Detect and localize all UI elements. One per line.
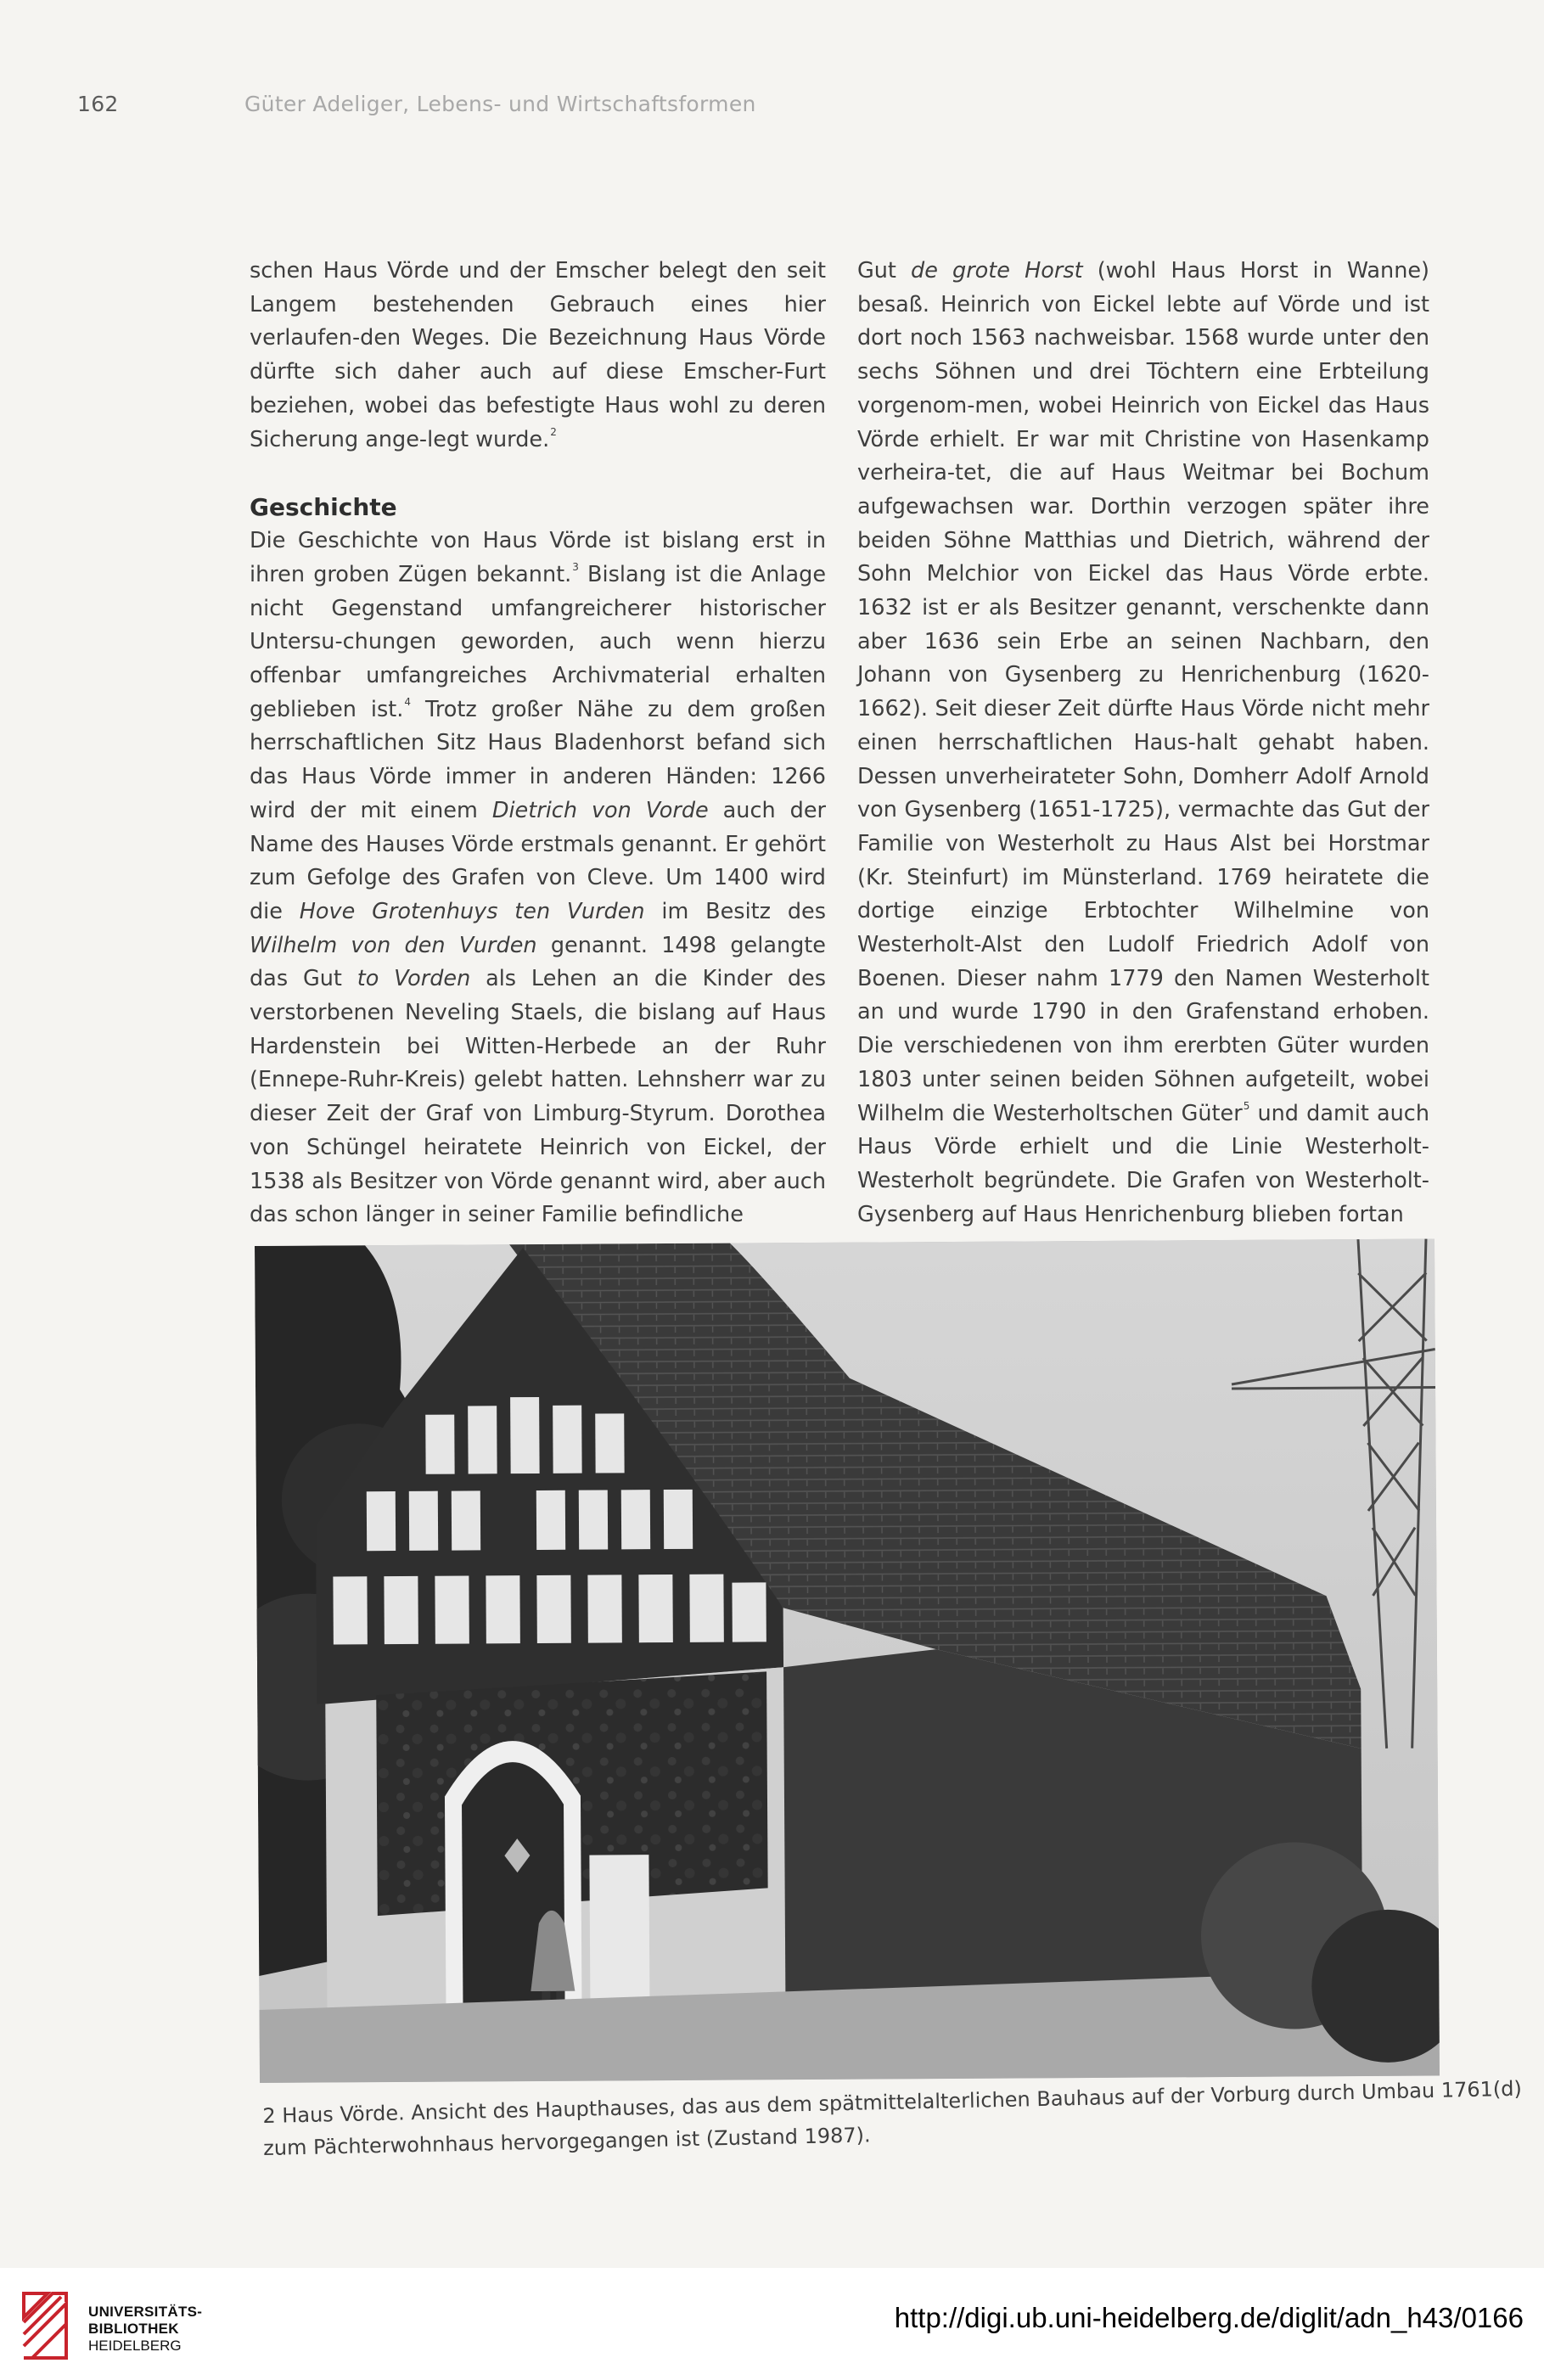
source-url[interactable]: http://digi.ub.uni-heidelberg.de/diglit/adn_h43/0166 (894, 2302, 1524, 2333)
section-heading: Geschichte (250, 493, 397, 522)
university-library-logo (19, 2285, 71, 2363)
footnote-ref[interactable]: 3 (572, 561, 579, 574)
italic-name: de grote Horst (911, 258, 1083, 283)
caption-line: 2 Haus Vörde. Ansicht des Haupthauses, das aus dem spätmittelalterlichen Bauhaus auf der Vorburg durch Umbau 1761(d) (262, 2076, 1523, 2128)
page-number: 162 (77, 92, 119, 116)
italic-name: Wilhelm von den Vurden (250, 932, 537, 958)
italic-name: Hove Grotenhuys ten Vurden (299, 898, 645, 924)
paragraph-intro: schen Haus Vörde und der Emscher belegt den seit Langem bestehenden Gebrauch eines hier verlaufen-den Weges. Die Bezeichnung Haus Vörde dürfte sich daher auch auf diese Emscher-Furt beziehen, wobei das befestigte Haus wohl zu deren Sicherung ange-legt wurde.$^2$ (250, 258, 826, 452)
paragraph-history: Die Geschichte von Haus Vörde ist bislang erst in ihren groben Zügen bekannt.$^3$ Bislang ist die Anlage nicht Gegenstand umfangreicherer historischer Untersu-chungen geworden, auch wenn hierzu offenbar umfangreiches Archivmaterial erhalten geblieben ist.$^4$ Trotz großer Nähe zu dem großen herrschaftlichen Sitz Haus Bladenhorst befand sich das Haus Vörde immer in anderen Händen: 1266 wird der mit einem Dietrich von Vorde auch der Name des Hauses Vörde erstmals genannt. Er gehört zum Gefolge des Grafen von Cleve. Um 1400 wird die Hove Grotenhuys ten Vurden im Besitz des Wilhelm von den Vurden genannt. 1498 gelangte das Gut to Vorden als Lehen an die Kinder des verstorbenen Neveling Staels, die bislang auf Haus Hardenstein bei Witten-Herbede an der Ruhr (Ennepe-Ruhr-Kreis) gelebt hatten. Lehnsherr war zu dieser Zeit der Graf von Limburg-Styrum. Dorothea von Schüngel heiratete Heinrich von Eickel, der 1538 als Besitzer von Vörde genannt wird, aber auch das schon länger in seiner Familie befindliche (250, 528, 827, 1228)
caption-line: zum Pächterwohnhaus hervorgegangen ist (Zustand 1987). (262, 2123, 871, 2160)
house-photograph (255, 1239, 1440, 2083)
figure-caption (262, 2074, 1523, 2164)
italic-name: Dietrich von Vorde (491, 797, 709, 823)
library-name: UNIVERSITÄTS- BIBLIOTHEK HEIDELBERG (88, 2304, 203, 2354)
text-column-left (250, 255, 826, 1232)
footnote-ref[interactable]: 5 (1243, 1100, 1250, 1113)
footnote-ref[interactable]: 2 (550, 426, 557, 439)
text-column-right (857, 255, 1429, 1232)
running-title: Güter Adeliger, Lebens- und Wirtschaftsformen (244, 92, 756, 116)
digitization-footer (0, 2268, 1544, 2380)
footnote-ref[interactable]: 4 (404, 696, 412, 709)
paragraph-continued: Gut de grote Horst (wohl Haus Horst in Wanne) besaß. Heinrich von Eickel lebte auf Vörde und ist dort noch 1563 nachweisbar. 1568 wurde unter den sechs Söhnen und drei Töchtern eine Erbteilung vorgenom-men, wobei Heinrich von Eickel das Haus Vörde erhielt. Er war mit Christine von Hasenkamp verheira-tet, die auf Haus Weitmar bei Bochum aufgewachsen war. Dorthin verzogen später ihre beiden Söhne Matthias und Dietrich, während der Sohn Melchior von Eickel das Haus Vörde erbte. 1632 ist er als Besitzer genannt, verschenkte dann aber 1636 sein Erbe an seinen Nachbarn, den Johann von Gysenberg zu Henrichenburg (1620-1662). Seit dieser Zeit dürfte Haus Vörde nicht mehr einen herrschaftlichen Haus-halt gehabt haben. Dessen unverheirateter Sohn, Domherr Adolf Arnold von Gysenberg (1651-1725), vermachte das Gut der Familie von Westerholt zu Haus Alst bei Horstmar (Kr. Steinfurt) im Münsterland. 1769 heiratete die dortige einzige Erbtochter Wilhelmine von Westerholt-Alst den Ludolf Friedrich Adolf von Boenen. Dieser nahm 1779 den Namen Westerholt an und wurde 1790 in den Grafenstand erhoben. Die verschiedenen von ihm ererbten Güter wurden 1803 unter seinen beiden Söhnen aufgeteilt, wobei Wilhelm die Westerholtschen Güter$^5$ und damit auch Haus Vörde erhielt und die Linie Westerholt-Westerholt begründete. Die Grafen von Westerholt-Gysenberg auf Haus Henrichenburg blieben fortan (857, 258, 1430, 1227)
italic-name: to Vorden (357, 966, 471, 992)
